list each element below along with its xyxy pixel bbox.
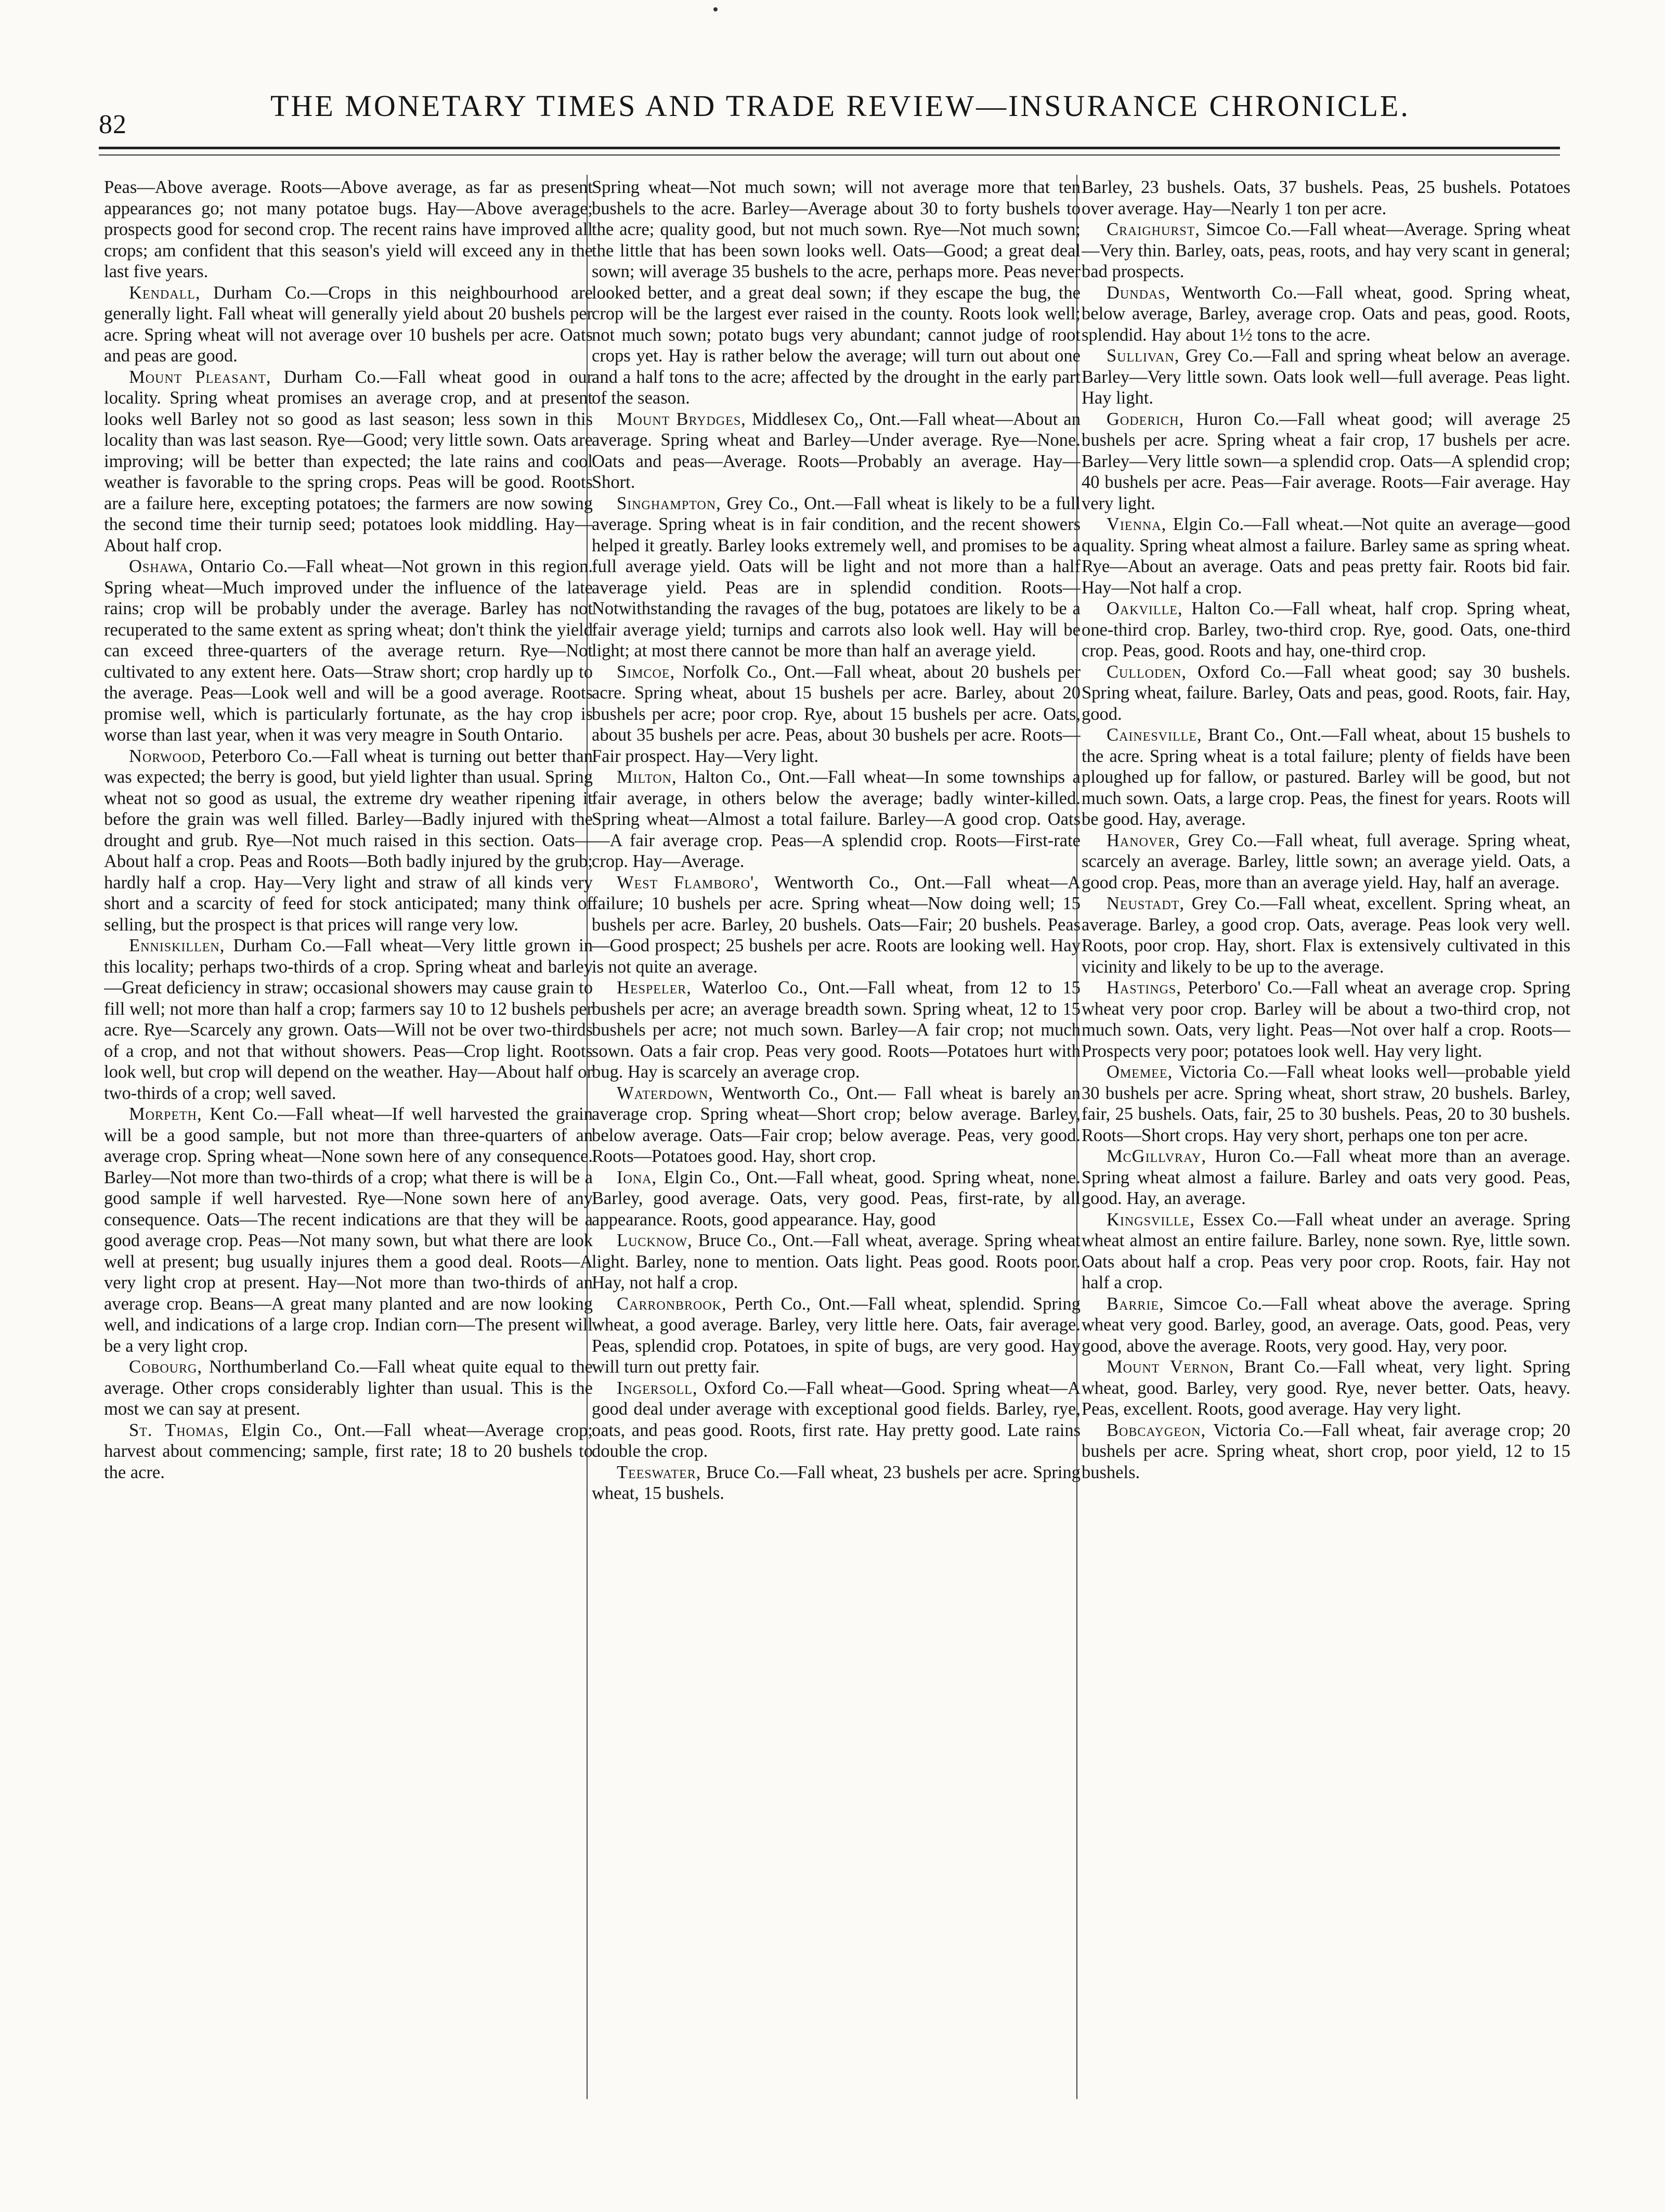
report-text: Grey Co.—Fall and spring wheat below an average. Barley—Very little sown. Oats look well—full average. Peas light. Hay light.: [1082, 346, 1570, 408]
locality-name: McGillvray,: [1107, 1146, 1207, 1166]
crop-report-entry: [592, 493, 1081, 662]
crop-report-entry: [592, 872, 1081, 978]
header-rule-thick: [99, 147, 1560, 149]
report-text: Huron Co.—Fall wheat good; will average 25 bushels per acre. Spring wheat a fair crop, 17 bushels per acre. Barley—Very little sown—a splendid crop. Oats—A splendid crop; 40 bushels per acre. Peas—Fair average. Roots—Fair average. Hay very light.: [1082, 409, 1570, 513]
crop-report-entry: [1082, 830, 1570, 894]
crop-report-entry: [104, 367, 593, 557]
crop-report-entry: [1082, 1209, 1570, 1293]
crop-report-entry: [592, 1378, 1081, 1462]
locality-name: Culloden,: [1107, 662, 1187, 682]
report-text: Bruce Co.—Fall wheat, 23 bushels per acre. Spring wheat, 15 bushels.: [592, 1462, 1081, 1503]
locality-name: Neustadt,: [1107, 894, 1185, 913]
locality-name: Singhampton,: [617, 493, 721, 513]
locality-name: Hanover,: [1107, 830, 1180, 850]
crop-report-entry: [1082, 1356, 1570, 1420]
crop-report-entry: [592, 177, 1081, 409]
report-text: Peterboro' Co.—Fall wheat an average crop. Spring wheat very poor crop. Barley will be about a two-third crop, not much sown. Oats, very light. Peas—Not over half a crop. Roots—Prospects very poor; potatoes look well. Hay very light.: [1082, 978, 1570, 1061]
crop-report-entry: [592, 1167, 1081, 1231]
report-text: Elgin Co., Ont.—Fall wheat—Average crop; harvest about commencing; sample, first rate; 18 to 20 bushels to the acre.: [104, 1420, 593, 1482]
report-text: Kent Co.—Fall wheat—If well harvested the grain will be a good sample, but not more than three-quarters of an average crop. Spring wheat—None sown here of any consequence. Barley—Not more than two-thirds of a crop; what there is will be a good sample if well harvested. Rye—None sown here of any consequence. Oats—The recent indications are that they will be a good average crop. Peas—Not many sown, but what there are look well at present; bug usually injures them a good deal. Roots—A very light crop at present. Hay—Not more than two-thirds of an average crop. Beans—A great many planted and are now looking well, and indications of a large crop. Indian corn—The present will be a very light crop.: [104, 1104, 593, 1356]
crop-report-entry: [592, 767, 1081, 872]
report-text: Simcoe Co.—Fall wheat—Average. Spring wheat—Very thin. Barley, oats, peas, roots, and hay very scant in general; bad prospects.: [1082, 219, 1570, 281]
report-text: Halton Co., Ont.—Fall wheat—In some townships a fair average, in others below the average; badly winter-killed. Spring wheat—Almost a total failure. Barley—A good crop. Oats—A fair average crop. Peas—A splendid crop. Roots—First-rate crop. Hay—Average.: [592, 767, 1081, 871]
report-text: Grey Co.—Fall wheat, full average. Spring wheat, scarcely an average. Barley, little sown; an average yield. Oats, a good crop. Peas, more than an average yield. Hay, half an average.: [1082, 830, 1570, 892]
locality-name: Morpeth,: [129, 1104, 202, 1124]
crop-report-entry: [1082, 977, 1570, 1062]
crop-report-entry: [1082, 409, 1570, 514]
report-text: Brant Co., Ont.—Fall wheat, about 15 bushels to the acre. Spring wheat is a total failure; plenty of fields have been ploughed up for fallow, or pastured. Barley will be good, but not much sown. Oats, a large crop. Peas, the finest for years. Roots will be good. Hay, average.: [1082, 725, 1570, 829]
crop-report-entry: [1082, 893, 1570, 977]
report-text: Bruce Co., Ont.—Fall wheat, average. Spring wheat light. Barley, none to mention. Oats light. Peas good. Roots poor. Hay, not half a crop.: [592, 1231, 1081, 1292]
report-text: Durham Co.—Fall wheat—Very little grown in this locality; perhaps two-thirds of a crop. Spring wheat and barley—Great deficiency in straw; occasional showers may cause grain to fill well; not more than half a crop; farmers say 10 to 12 bushels per acre. Rye—Scarcely any grown. Oats—Will not be over two-thirds of a crop, and not that without showers. Peas—Crop light. Roots look well, but crop will depend on the weather. Hay—About half or two-thirds of a crop; well saved.: [104, 936, 593, 1103]
crop-report-entry: [1082, 345, 1570, 409]
locality-name: Omemee,: [1107, 1062, 1173, 1082]
crop-report-entry: [1082, 598, 1570, 662]
report-text: Middlesex Co,, Ont.—Fall wheat—About an average. Spring wheat and Barley—Under average. Rye—None. Oats and peas—Average. Roots—Probably an average. Hay—Short.: [592, 409, 1081, 492]
crop-report-entry: [1082, 1146, 1570, 1209]
report-text: Durham Co.—Crops in this neighbourhood are generally light. Fall wheat will generally yield about 20 bushels per acre. Spring wheat will not average over 10 bushels per acre. Oats and peas are good.: [104, 282, 593, 366]
locality-name: Mount Pleasant,: [129, 367, 271, 387]
report-text: Barley, 23 bushels. Oats, 37 bushels. Peas, 25 bushels. Potatoes over average. Hay—Nearly 1 ton per acre.: [1082, 177, 1570, 218]
ink-dot: [713, 7, 718, 11]
locality-name: Mount Vernon,: [1107, 1357, 1234, 1377]
report-text: Norfolk Co., Ont.—Fall wheat, about 20 bushels per acre. Spring wheat, about 15 bushels per acre. Barley, about 20 bushels per acre; poor crop. Rye, about 15 bushels per acre. Oats, about 35 bushels per acre. Peas, about 30 bushels per acre. Roots—Fair prospect. Hay—Very light.: [592, 662, 1081, 766]
crop-report-entry: [1082, 514, 1570, 598]
report-text: Wentworth Co.—Fall wheat, good. Spring wheat, below average, Barley, average crop. Oats and peas, good. Roots, splendid. Hay about 1½ tons to the acre.: [1082, 282, 1570, 345]
report-text: Grey Co.—Fall wheat, excellent. Spring wheat, an average. Barley, a good crop. Oats, average. Peas look very well. Roots, poor crop. Hay, short. Flax is extensively cultivated in this vicinity and likely to be up to the average.: [1082, 894, 1570, 977]
crop-report-entry: [104, 935, 593, 1104]
report-text: Grey Co., Ont.—Fall wheat is likely to be a full average. Spring wheat is in fair condition, and the recent showers helped it greatly. Barley looks extremely well, and promises to be a full average yield. Oats will be light and not more than a half average yield. Peas are in splendid condition. Roots—Notwithstanding the ravages of the bug, potatoes are likely to be a fair average yield; turnips and carrots also look well. Hay will be light; at most there cannot be more than half an average yield.: [592, 493, 1081, 661]
crop-report-entry: [1082, 725, 1570, 830]
locality-name: Hastings,: [1107, 978, 1181, 998]
report-text: Simcoe Co.—Fall wheat above the average. Spring wheat very good. Barley, good, an average. Oats, good. Peas, very good, above the average. Roots, very good. Hay, very poor.: [1082, 1293, 1570, 1356]
crop-report-entry: [104, 1420, 593, 1483]
crop-report-entry: [592, 662, 1081, 767]
report-text: Spring wheat—Not much sown; will not average more that ten bushels to the acre. Barley—Average about 30 to forty bushels to the acre; quality good, but not much sown. Rye—Not much sown; the little that has been sown looks well. Oats—Good; a great deal sown; will average 35 bushels to the acre, perhaps more. Peas never looked better, and a great deal sown; if they escape the bug, the crop will be the largest ever raised in the county. Roots look well; not much sown; potato bugs very abundant; cannot judge of root crops yet. Hay is rather below the average; will turn out about one and a half tons to the acre; affected by the drought in the early part of the season.: [592, 177, 1081, 408]
locality-name: Teeswater,: [617, 1462, 701, 1482]
crop-report-entry: [592, 1083, 1081, 1167]
crop-report-entry: [592, 1462, 1081, 1504]
report-text: Halton Co.—Fall wheat, half crop. Spring wheat, one-third crop. Barley, two-third crop. Rye, good. Oats, one-third crop. Peas, good. Roots and hay, one-third crop.: [1082, 599, 1570, 661]
locality-name: Mount Brydges,: [617, 409, 746, 429]
crop-report-entry: [592, 977, 1081, 1083]
locality-name: Enniskillen,: [129, 936, 225, 955]
report-text: Peas—Above average. Roots—Above average, as far as present appearances go; not many potatoe bugs. Hay—Above average; prospects good for second crop. The recent rains have improved all crops; am confident that this season's yield will exceed any in the last five years.: [104, 177, 593, 281]
report-text: Wentworth Co., Ont.— Fall wheat is barely an average crop. Spring wheat—Short crop; below average. Barley, below average. Oats—Fair crop; below average. Peas, very good. Roots—Potatoes good. Hay, short crop.: [592, 1083, 1081, 1166]
locality-name: Iona,: [617, 1167, 657, 1187]
crop-report-entry: [592, 1230, 1081, 1293]
locality-name: Sullivan,: [1107, 346, 1180, 366]
crop-report-entry: [1082, 1420, 1570, 1483]
report-text: Victoria Co.—Fall wheat, fair average crop; 20 bushels per acre. Spring wheat, short crop, poor yield, 12 to 15 bushels.: [1082, 1420, 1570, 1482]
column-2: [592, 177, 1081, 2091]
locality-name: Hespeler,: [617, 978, 692, 998]
report-text: Huron Co.—Fall wheat more than an average. Spring wheat almost a failure. Barley and oats very good. Peas, good. Hay, an average.: [1082, 1146, 1570, 1208]
crop-report-entry: [104, 177, 593, 282]
locality-name: Dundas,: [1107, 282, 1171, 303]
locality-name: Goderich,: [1107, 409, 1185, 429]
crop-report-entry: [104, 282, 593, 367]
locality-name: Bobcaygeon,: [1107, 1420, 1206, 1440]
report-text: Northumberland Co.—Fall wheat quite equal to the average. Other crops considerably lighter than usual. This is the most we can say at present.: [104, 1357, 593, 1419]
crop-report-entry: [592, 409, 1081, 493]
column-3: [1082, 177, 1570, 2091]
locality-name: Kendall,: [129, 282, 201, 303]
report-text: Ontario Co.—Fall wheat—Not grown in this region. Spring wheat—Much improved under the influence of the late rains; crop will be probably under the average. Barley has not recuperated to the same extent as spring wheat; don't think the yield can exceed three-quarters of the average return. Rye—Not cultivated to any extent here. Oats—Straw short; crop hardly up to the average. Peas—Look well and will be a good average. Roots promise well, which is particularly fortunate, as the hay crop is worse than last year, when it was very meagre in South Ontario.: [104, 557, 593, 745]
header-rule-thin: [99, 154, 1560, 156]
page-number: 82: [99, 110, 127, 139]
report-text: Peterboro Co.—Fall wheat is turning out better than was expected; the berry is good, but yield lighter than usual. Spring wheat not so good as usual, the extreme dry weather ripening it before the grain was well filled. Barley—Badly injured with the drought and grub. Rye—Not much raised in this section. Oats—About half a crop. Peas and Roots—Both badly injured by the grub; hardly half a crop. Hay—Very light and straw of all kinds very short and a scarcity of feed for stock anticipated; many think of selling, but the prospect is that prices will range very low.: [104, 746, 593, 935]
report-text: Brant Co.—Fall wheat, very light. Spring wheat, good. Barley, very good. Rye, never better. Oats, heavy. Peas, excellent. Roots, good average. Hay very light.: [1082, 1357, 1570, 1419]
locality-name: Cainesville,: [1107, 725, 1202, 745]
report-text: Oxford Co.—Fall wheat good; say 30 bushels. Spring wheat, failure. Barley, Oats and peas, good. Roots, fair. Hay, good.: [1082, 662, 1570, 724]
locality-name: Vienna,: [1107, 514, 1167, 534]
locality-name: Norwood,: [129, 746, 206, 766]
locality-name: Carronbrook,: [617, 1293, 727, 1314]
crop-report-entry: [1082, 282, 1570, 346]
locality-name: Craighurst,: [1107, 219, 1200, 239]
report-text: Waterloo Co., Ont.—Fall wheat, from 12 to 15 bushels per acre; an average breadth sown. Spring wheat, 12 to 15 bushels per acre; not much sown. Barley—A fair crop; not much sown. Oats a fair crop. Peas very good. Roots—Potatoes hurt with bug. Hay is scarcely an average crop.: [592, 978, 1081, 1082]
crop-report-entry: [104, 746, 593, 936]
report-text: Perth Co., Ont.—Fall wheat, splendid. Spring wheat, a good average. Barley, very little here. Oats, fair average. Peas, splendid crop. Potatoes, in spite of bugs, are very good. Hay will turn out pretty fair.: [592, 1293, 1081, 1377]
column-1: [104, 177, 593, 2091]
locality-name: Simcoe,: [617, 662, 675, 682]
locality-name: West Flamboro',: [617, 872, 759, 892]
locality-name: Barrie,: [1107, 1293, 1164, 1314]
locality-name: Kingsville,: [1107, 1209, 1195, 1230]
crop-report-entry: [104, 1356, 593, 1420]
locality-name: Cobourg,: [129, 1357, 202, 1377]
crop-report-entry: [104, 556, 593, 746]
report-text: Victoria Co.—Fall wheat looks well—probable yield 30 bushels per acre. Spring wheat, short straw, 20 bushels. Barley, fair, 25 bushels. Oats, fair, 25 to 30 bushels. Peas, 20 to 30 bushels. Roots—Short crops. Hay very short, perhaps one ton per acre.: [1082, 1062, 1570, 1145]
report-text: Elgin Co.—Fall wheat.—Not quite an average—good quality. Spring wheat almost a failure. Barley same as spring wheat. Rye—About an average. Oats and peas pretty fair. Roots bid fair. Hay—Not half a crop.: [1082, 514, 1570, 598]
report-text: Elgin Co., Ont.—Fall wheat, good. Spring wheat, none. Barley, good average. Oats, very good. Peas, first-rate, by all appearance. Roots, good appearance. Hay, good: [592, 1167, 1081, 1230]
locality-name: Milton,: [617, 767, 677, 787]
locality-name: Oakville,: [1107, 599, 1183, 618]
locality-name: Waterdown,: [617, 1083, 713, 1103]
locality-name: St. Thomas,: [129, 1420, 229, 1440]
locality-name: Oshawa,: [129, 557, 193, 576]
crop-report-entry: [1082, 177, 1570, 219]
running-head: THE MONETARY TIMES AND TRADE REVIEW—INSURANCE CHRONICLE.: [270, 89, 1410, 123]
report-text: Oxford Co.—Fall wheat—Good. Spring wheat—A good deal under average with exceptional good fields. Barley, rye, oats, and peas good. Roots, first rate. Hay pretty good. Late rains double the crop.: [592, 1378, 1081, 1461]
crop-report-entry: [1082, 219, 1570, 282]
report-text: Wentworth Co., Ont.—Fall wheat—A failure; 10 bushels per acre. Spring wheat—Now doing well; 15 bushels per acre. Barley, 20 bushels. Oats—Fair; 20 bushels. Peas—Good prospect; 25 bushels per acre. Roots are looking well. Hay is not quite an average.: [592, 872, 1081, 977]
crop-report-entry: [104, 1104, 593, 1356]
crop-report-entry: [592, 1293, 1081, 1378]
report-text: Essex Co.—Fall wheat under an average. Spring wheat almost an entire failure. Barley, none sown. Rye, little sown. Oats about half a crop. Peas very poor crop. Roots, fair. Hay not half a crop.: [1082, 1209, 1570, 1292]
locality-name: Ingersoll,: [617, 1378, 698, 1398]
locality-name: Lucknow,: [617, 1231, 693, 1250]
report-text: Durham Co.—Fall wheat good in our locality. Spring wheat promises an average crop, and at present looks well Barley not so good as last season; less sown in this locality than was last season. Rye—Good; very little sown. Oats are improving; will be better than expected; the late rains and cool weather is favorable to the spring crops. Peas will be good. Roots are a failure here, excepting potatoes; the farmers are now sowing the second time their turnip seed; potatoes look middling. Hay—About half crop.: [104, 367, 593, 555]
crop-report-entry: [1082, 1293, 1570, 1357]
crop-report-entry: [1082, 662, 1570, 725]
crop-report-entry: [1082, 1062, 1570, 1146]
